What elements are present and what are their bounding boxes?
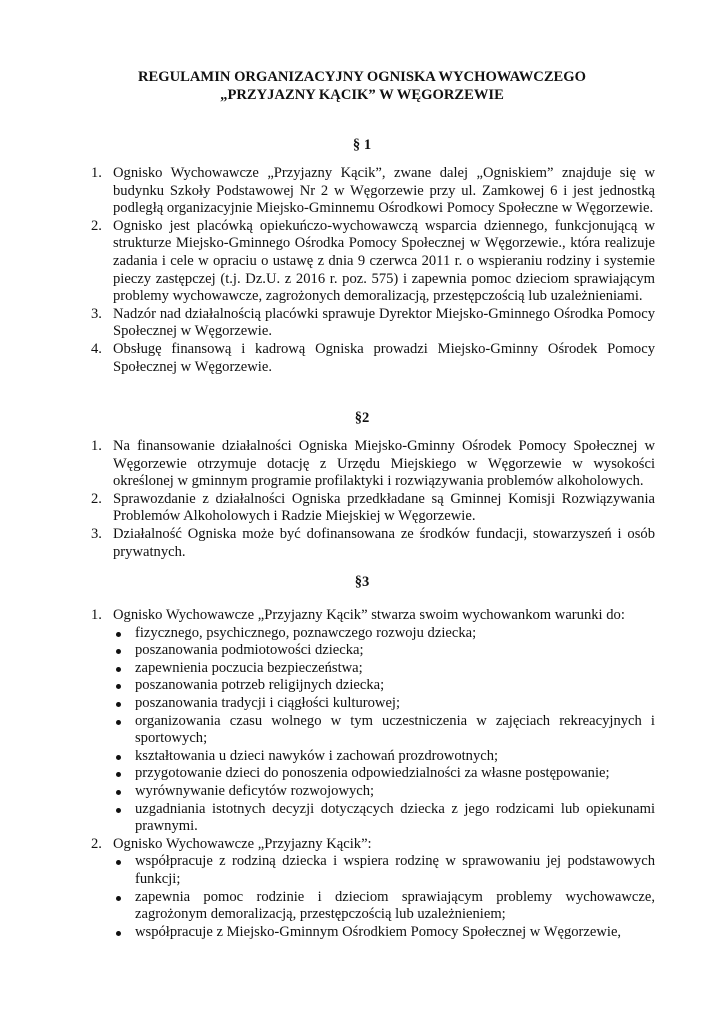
bullet-item	[113, 713, 655, 748]
bullet-dot-icon	[116, 808, 121, 813]
bullet-item	[113, 660, 655, 678]
item-number: 1.	[91, 438, 102, 454]
bullet-text: zapewnia pomoc rodzinie i dzieciom sprawiającym problemy wychowawcze, zagrożonym demoralizacją, przestępczością lub uzależnieniem;	[135, 888, 655, 923]
item-text: Ognisko Wychowawcze „Przyjazny Kącik” stwarza swoim wychowankom warunki do:	[113, 607, 625, 623]
section-1-item-4	[91, 340, 655, 376]
item-number: 3.	[91, 305, 102, 322]
item-text: Na finansowanie działalności Ogniska Miejsko-Gminny Ośrodek Pomocy Społecznej w Węgorzewie otrzymuje dotację z Urzędu Miejskiego w Węgorzewie w wysokości określonej w gminnym programie profilaktyki i rozwiązywania problemów alkoholowych.	[113, 438, 655, 490]
bullet-dot-icon	[116, 684, 121, 689]
section-1-item-2	[91, 217, 655, 306]
bullet-item	[113, 853, 655, 888]
bullet-item	[113, 748, 655, 766]
bullet-item	[113, 924, 655, 942]
bullet-dot-icon	[116, 931, 121, 936]
bullet-dot-icon	[116, 790, 121, 795]
section-3-list	[91, 607, 655, 941]
section-1-item-3	[91, 305, 655, 341]
section-2-heading: §2	[354, 410, 370, 426]
bullet-text: współpracuje z rodziną dziecka i wspiera rodzinę w sprawowaniu jej podstawowych funkcji;	[135, 853, 655, 887]
section-3-heading: §3	[354, 574, 370, 590]
bullet-item	[113, 801, 655, 836]
item-text: Działalność Ogniska może być dofinansowana ze środków fundacji, stowarzyszeń i osób prywatnych.	[113, 525, 655, 560]
item-text: Sprawozdanie z działalności Ogniska przedkładane są Gminnej Komisji Rozwiązywania Problemów Alkoholowych i Radzie Miejskiej w Węgorzewie.	[113, 490, 655, 525]
section-1-item-1	[91, 165, 655, 218]
bullet-dot-icon	[116, 702, 121, 707]
item-text: Nadzór nad działalnością placówki sprawuje Dyrektor Miejsko-Gminnego Ośrodka Pomocy Społecznej w Węgorzewie.	[113, 305, 655, 340]
bullet-dot-icon	[116, 772, 121, 777]
item-number: 2.	[91, 217, 102, 234]
item-number: 1.	[91, 165, 102, 181]
item-number: 1.	[91, 607, 102, 623]
bullet-item	[113, 783, 655, 801]
section-2-item-3	[91, 525, 655, 561]
bullet-item	[113, 889, 655, 924]
section-2-item-2	[91, 490, 655, 526]
bullet-text: poszanowania tradycji i ciągłości kulturowej;	[135, 694, 401, 711]
bullet-dot-icon	[116, 632, 121, 637]
title-line-1: REGULAMIN ORGANIZACYJNY OGNISKA WYCHOWAWCZEGO	[138, 69, 586, 85]
item-number: 3.	[91, 525, 102, 542]
title-line-2: „PRZYJAZNY KĄCIK” W WĘGORZEWIE	[220, 87, 504, 103]
bullet-text: współpracuje z Miejsko-Gminnym Ośrodkiem Pomocy Społecznej w Węgorzewie,	[135, 923, 622, 940]
bullet-text: przygotowanie dzieci do ponoszenia odpowiedzialności za własne postępowanie;	[135, 765, 610, 782]
bullet-item	[113, 625, 655, 643]
bullet-list	[113, 625, 655, 836]
bullet-dot-icon	[116, 667, 121, 672]
bullet-dot-icon	[116, 896, 121, 901]
bullet-item	[113, 765, 655, 783]
item-text: Ognisko Wychowawcze „Przyjazny Kącik”, zwane dalej „Ogniskiem” znajduje się w budynku Szkoły Podstawowej Nr 2 w Węgorzewie przy ul. Zamkowej 6 i jest jednostką podległą organizacyjnie Miejsko-Gminnemu Ośrodkowi Pomocy Społeczne w Węgorzewie.	[113, 165, 655, 217]
bullet-text: wyrównywanie deficytów rozwojowych;	[135, 782, 375, 799]
bullet-dot-icon	[116, 649, 121, 654]
bullet-text: zapewnienia poczucia bezpieczeństwa;	[135, 659, 363, 676]
section-2-list	[91, 438, 655, 561]
bullet-item	[113, 677, 655, 695]
bullet-text: organizowania czasu wolnego w tym uczestniczenia w zajęciach rekreacyjnych i sportowych;	[135, 712, 655, 747]
document-title	[0, 68, 724, 104]
bullet-list	[113, 853, 655, 941]
bullet-item	[113, 695, 655, 713]
section-3-item-2	[91, 835, 655, 942]
section-3-item-1	[91, 607, 655, 836]
section-1-list	[91, 165, 655, 376]
section-2-item-1	[91, 438, 655, 491]
bullet-text: fizycznego, psychicznego, poznawczego rozwoju dziecka;	[135, 624, 477, 641]
bullet-text: poszanowania podmiotowości dziecka;	[135, 642, 364, 659]
item-text: Ognisko jest placówką opiekuńczo-wychowawczą wsparcia dziennego, funkcjonującą w strukturze Miejsko-Gminnego Ośrodka Pomocy Społecznej w Węgorzewie., która realizuje zadania i cele w opraciu o ustawę z dnia 9 czerwca 2011 r. o wspieraniu rodziny i systemie pieczy zastępczej (t.j. Dz.U. z 2016 r. poz. 575) i zapewnia pomoc dzieciom sprawiającym problemy wychowawcze, zagrożonych demoralizacją, przestępczością lub uzależnieniami.	[113, 217, 655, 305]
item-number: 2.	[91, 490, 102, 507]
bullet-text: kształtowania u dzieci nawyków i zachowań prozdrowotnych;	[135, 747, 499, 764]
bullet-item	[113, 642, 655, 660]
item-number: 4.	[91, 340, 102, 357]
bullet-dot-icon	[116, 755, 121, 760]
bullet-dot-icon	[116, 720, 121, 725]
item-text: Obsługę finansową i kadrową Ogniska prowadzi Miejsko-Gminny Ośrodek Pomocy Społecznej w Węgorzewie.	[113, 340, 655, 375]
bullet-text: uzgadniania istotnych decyzji dotyczących dziecka z jego rodzicami lub opiekunami prawnymi.	[135, 800, 655, 835]
bullet-text: poszanowania potrzeb religijnych dziecka;	[135, 677, 385, 694]
item-number: 2.	[91, 835, 102, 852]
bullet-dot-icon	[116, 860, 121, 865]
item-text: Ognisko Wychowawcze „Przyjazny Kącik”:	[113, 835, 372, 852]
section-1-heading: § 1	[352, 137, 372, 153]
